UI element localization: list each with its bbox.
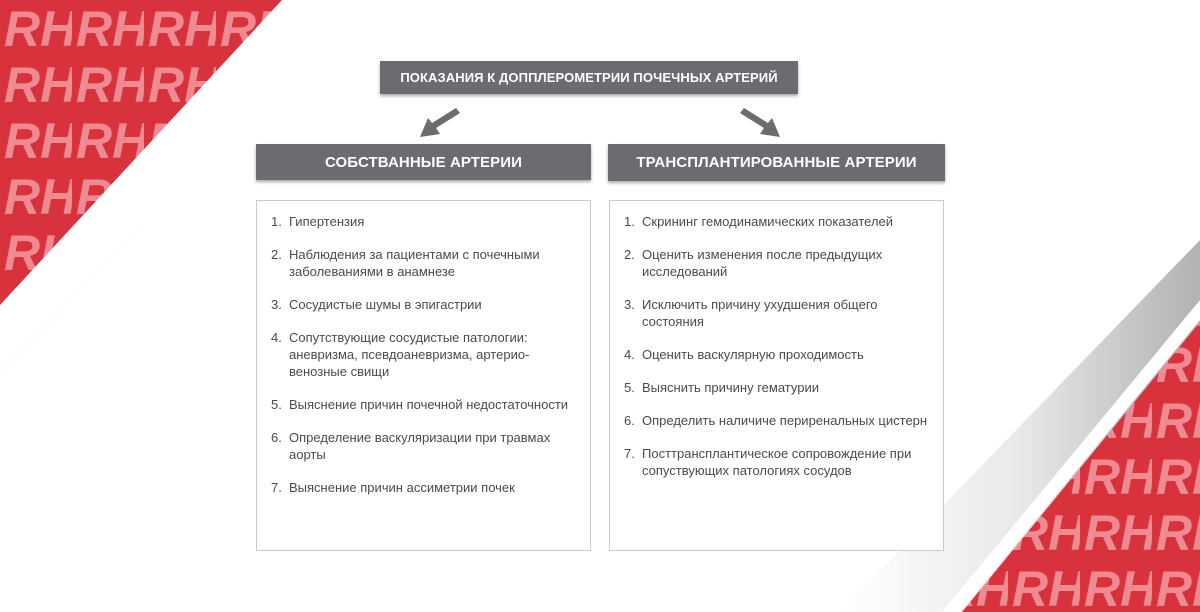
item-number: 3.	[624, 297, 635, 312]
item-number: 6.	[271, 430, 282, 445]
item-number: 2.	[271, 247, 282, 262]
list-item	[271, 479, 580, 496]
transplanted-arteries-panel	[609, 200, 944, 551]
item-number: 4.	[624, 347, 635, 362]
list-item	[271, 429, 580, 463]
item-number: 7.	[624, 446, 635, 461]
list-item	[271, 296, 580, 313]
list-item	[271, 396, 580, 413]
own-arteries-panel	[256, 200, 591, 551]
item-number: 5.	[624, 380, 635, 395]
list-item	[271, 329, 580, 380]
list-item	[624, 296, 933, 330]
item-number: 4.	[271, 330, 282, 345]
item-number: 6.	[624, 413, 635, 428]
own-arteries-header: СОБСТВАННЫЕ АРТЕРИИ	[256, 144, 591, 180]
item-text: Наблюдения за пациентами с почечными заболеваниями в анамнезе	[289, 247, 540, 279]
item-number: 1.	[624, 214, 635, 229]
list-item	[624, 379, 933, 396]
list-item	[271, 213, 580, 230]
item-text: Выяснить причину гематурии	[642, 380, 819, 395]
item-number: 7.	[271, 480, 282, 495]
item-number: 1.	[271, 214, 282, 229]
item-text: Гипертензия	[289, 214, 365, 229]
list-item	[271, 246, 580, 280]
arrow-down-right-icon	[740, 104, 784, 140]
item-number: 2.	[624, 247, 635, 262]
item-text: Определение васкуляризации при травмах аорты	[289, 430, 551, 462]
item-text: Скрининг гемодинамических показателей	[642, 214, 894, 229]
list-item	[624, 445, 933, 479]
item-text: Исключить причину ухудшения общего состояния	[642, 297, 878, 329]
item-number: 5.	[271, 397, 282, 412]
item-text: Оценить изменения после предыдущих исследований	[642, 247, 883, 279]
item-text: Сопутствующие сосудистые патологии: аневризма, псевдоаневризма, артерио-венозные свищи	[289, 330, 530, 379]
item-text: Оценить васкулярную проходимость	[642, 347, 864, 362]
item-text: Посттрансплантическое сопровождение при сопуствующих патологиях сосудов	[642, 446, 912, 478]
list-item	[624, 346, 933, 363]
own-arteries-list	[271, 213, 580, 496]
item-text: Выяснение причин почечной недостаточности	[289, 397, 569, 412]
item-text: Определить наличиче периренальных цистерн	[642, 413, 928, 428]
diagram-title: ПОКАЗАНИЯ К ДОППЛЕРОМЕТРИИ ПОЧЕЧНЫХ АРТЕРИЙ	[380, 61, 798, 94]
list-item	[624, 412, 933, 429]
list-item	[624, 213, 933, 230]
transplanted-arteries-header: ТРАНСПЛАНТИРОВАННЫЕ АРТЕРИИ	[608, 144, 945, 181]
item-text: Выяснение причин ассиметрии почек	[289, 480, 515, 495]
list-item	[624, 246, 933, 280]
transplanted-arteries-list	[624, 213, 933, 479]
item-text: Сосудистые шумы в эпигастрии	[289, 297, 482, 312]
item-number: 3.	[271, 297, 282, 312]
arrow-down-left-icon	[416, 104, 460, 140]
